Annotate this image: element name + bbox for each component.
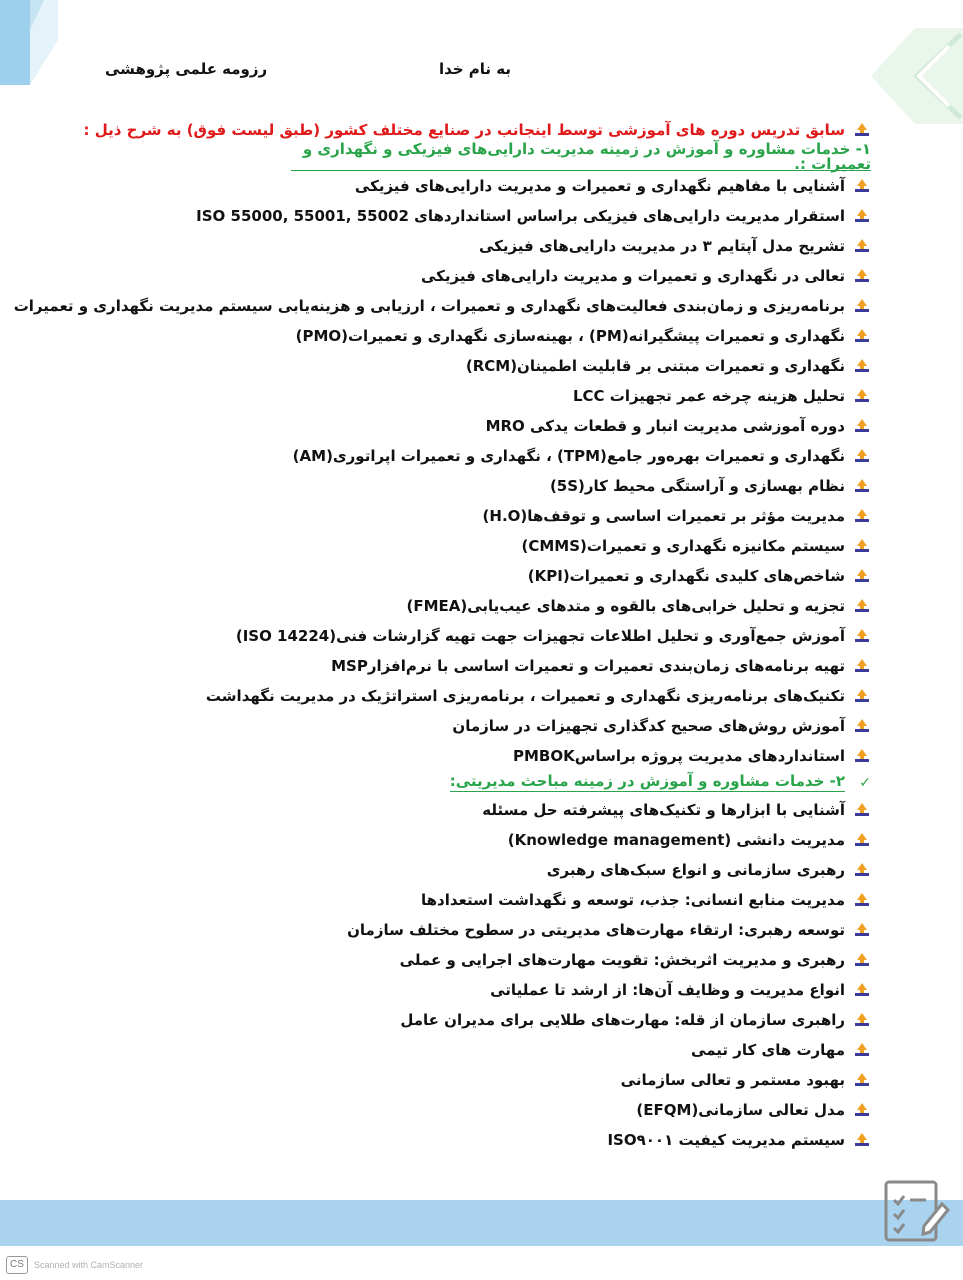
list-item-text: آشنایی با ابزارها و تکنیک‌های پیشرفته حل مسئله xyxy=(482,800,845,819)
list-item-text: مدیریت منابع انسانی: جذب، توسعه و نگهداشت استعدادها xyxy=(420,890,845,909)
bullet-arrow-icon xyxy=(853,1101,871,1119)
list-item-text: مدیریت مؤثر بر تعمیرات اساسی و توقف‌ها(H.O) xyxy=(482,506,845,525)
section-1-list xyxy=(13,171,871,771)
list-item-text: مدیریت دانشی (Knowledge management) xyxy=(507,830,845,849)
list-item-text: تهیه برنامه‌های زمان‌بندی تعمیرات و تعمیرات اساسی با نرم‌افزارMSP xyxy=(331,656,845,675)
list-item xyxy=(81,171,871,201)
document-edit-icon xyxy=(880,1176,950,1248)
list-item-text: انواع مدیریت و وظایف آن‌ها: از ارشد تا عملیاتی xyxy=(490,980,845,999)
list-item-text: استانداردهای مدیریت پروژه براساسPMBOK xyxy=(513,746,845,765)
list-item-text: بهبود مستمر و تعالی سازمانی xyxy=(620,1070,845,1089)
bullet-arrow-icon xyxy=(853,657,871,675)
bullet-arrow-icon xyxy=(853,507,871,525)
list-item xyxy=(81,975,871,1005)
list-item-text: نظام بهسازی و آراستگی محیط کار(5S) xyxy=(549,476,845,495)
list-item xyxy=(81,321,871,351)
camscanner-logo: CS xyxy=(6,1256,28,1274)
bullet-arrow-icon xyxy=(853,1131,871,1149)
list-item xyxy=(81,1065,871,1095)
list-item xyxy=(81,411,871,441)
list-item xyxy=(81,1035,871,1065)
bullet-arrow-icon xyxy=(853,1071,871,1089)
bullet-arrow-icon xyxy=(853,237,871,255)
bullet-arrow-icon xyxy=(853,387,871,405)
list-item xyxy=(81,231,871,261)
list-item xyxy=(81,261,871,291)
bullet-arrow-icon xyxy=(853,567,871,585)
list-item-text: توسعه رهبری: ارتقاء مهارت‌های مدیریتی در سطوح مختلف سازمان xyxy=(347,920,845,939)
list-item xyxy=(81,945,871,975)
list-item xyxy=(81,201,871,231)
document-content xyxy=(13,116,871,1155)
bullet-arrow-icon xyxy=(853,327,871,345)
list-item-text: دوره آموزشی مدیریت انبار و قطعات یدکی MRO xyxy=(485,416,845,435)
scanner-watermark xyxy=(6,1255,143,1275)
list-item xyxy=(81,351,871,381)
bullet-arrow-icon xyxy=(853,417,871,435)
section-2-list xyxy=(81,795,871,1155)
list-item-text: نگهداری و تعمیرات پیشگیرانه(PM) ، بهینه‌سازی نگهداری و تعمیرات(PMO) xyxy=(295,326,845,345)
bullet-arrow-icon xyxy=(853,951,871,969)
list-item xyxy=(81,531,871,561)
list-item-text: آشنایی با مفاهیم نگهداری و تعمیرات و مدیریت دارایی‌های فیزیکی xyxy=(354,176,845,195)
list-item xyxy=(13,291,871,321)
bullet-arrow-icon xyxy=(853,981,871,999)
list-item-text: تحلیل هزینه چرخه عمر تجهیزات LCC xyxy=(572,386,845,405)
section-2-heading xyxy=(81,771,871,795)
list-item-text: برنامه‌ریزی و زمان‌بندی فعالیت‌های نگهداری و تعمیرات ، ارزیابی و هزینه‌یابی سیستم مدیریت نگهداری و تعمیرات xyxy=(13,296,845,315)
list-item xyxy=(81,915,871,945)
list-item xyxy=(81,795,871,825)
list-item-text: نگهداری و تعمیرات مبتنی بر قابلیت اطمینان(RCM) xyxy=(465,356,845,375)
bullet-arrow-icon xyxy=(853,861,871,879)
list-item xyxy=(81,471,871,501)
list-item xyxy=(81,621,871,651)
bullet-arrow-icon xyxy=(853,627,871,645)
bullet-arrow-icon xyxy=(853,687,871,705)
bullet-arrow-icon xyxy=(853,801,871,819)
bullet-arrow-icon xyxy=(853,537,871,555)
bullet-arrow-icon xyxy=(853,477,871,495)
list-item-text: تجزیه و تحلیل خرابی‌های بالقوه و متدهای عیب‌یابی(FMEA) xyxy=(406,596,845,615)
bullet-arrow-icon xyxy=(853,891,871,909)
footer-band xyxy=(0,1200,963,1246)
list-item-text: تشریح مدل آپتایم ۳ در مدیریت دارایی‌های فیزیکی xyxy=(478,236,845,255)
checkmark-icon: ✓ xyxy=(859,775,871,791)
list-item xyxy=(81,1005,871,1035)
list-item xyxy=(81,381,871,411)
bullet-arrow-icon xyxy=(853,297,871,315)
list-item-text: راهبری سازمان از قله: مهارت‌های طلایی برای مدیران عامل xyxy=(400,1010,845,1029)
list-item xyxy=(81,651,871,681)
bullet-arrow-icon xyxy=(853,1011,871,1029)
bullet-arrow-icon xyxy=(853,207,871,225)
list-item-text: تکنیک‌های برنامه‌ریزی نگهداری و تعمیرات ، برنامه‌ریزی استراتژیک در مدیریت نگهداشت xyxy=(205,686,845,705)
list-item xyxy=(81,501,871,531)
list-item-text: سیستم مکانیزه نگهداری و تعمیرات(CMMS) xyxy=(521,536,845,555)
list-item xyxy=(81,1125,871,1155)
list-item-text: نگهداری و تعمیرات بهره‌ور جامع(TPM) ، نگهداری و تعمیرات اپراتوری(AM) xyxy=(292,446,845,465)
list-item xyxy=(81,441,871,471)
list-item xyxy=(81,855,871,885)
list-item-text: آموزش جمع‌آوری و تحلیل اطلاعات تجهیزات جهت تهیه گزارشات فنی(ISO 14224) xyxy=(235,626,845,645)
list-item xyxy=(81,1095,871,1125)
list-item-text: آموزش روش‌های صحیح کدگذاری تجهیزات در سازمان xyxy=(452,716,845,735)
list-item-text: مدل تعالی سازمانی(EFQM) xyxy=(636,1100,845,1119)
list-item xyxy=(81,711,871,741)
bullet-arrow-icon xyxy=(853,747,871,765)
list-item-text: تعالی در نگهداری و تعمیرات و مدیریت دارایی‌های فیزیکی xyxy=(420,266,845,285)
bullet-arrow-icon xyxy=(853,1041,871,1059)
section-1-heading xyxy=(291,140,871,173)
corner-decoration-top-right xyxy=(871,28,963,124)
page-header-resume: رزومه علمی پژوهشی xyxy=(105,60,268,78)
bullet-arrow-icon xyxy=(853,267,871,285)
bullet-arrow-icon xyxy=(853,597,871,615)
page-header-title: به نام خدا xyxy=(438,60,511,78)
list-item-text: شاخص‌های کلیدی نگهداری و تعمیرات(KPI) xyxy=(527,566,845,585)
section-2-title: ۲- خدمات مشاوره و آموزش در زمینه مباحث مدیریتی: xyxy=(449,772,845,790)
list-item xyxy=(81,591,871,621)
bullet-arrow-icon xyxy=(853,121,871,139)
list-item xyxy=(81,561,871,591)
bullet-arrow-icon xyxy=(853,921,871,939)
bullet-arrow-icon xyxy=(853,177,871,195)
list-item xyxy=(81,825,871,855)
corner-decoration-top-left xyxy=(0,0,60,85)
bullet-arrow-icon xyxy=(853,717,871,735)
list-item xyxy=(81,741,871,771)
list-item xyxy=(81,885,871,915)
list-item xyxy=(81,681,871,711)
section-1-title: ۱- خدمات مشاوره و آموزش در زمینه مدیریت دارایی‌های فیزیکی و نگهداری و تعمیرات :. xyxy=(302,140,871,173)
bullet-arrow-icon xyxy=(853,831,871,849)
list-item-text: رهبری و مدیریت اثربخش: تقویت مهارت‌های اجرایی و عملی xyxy=(399,950,845,969)
scanner-text: Scanned with CamScanner xyxy=(34,1260,144,1270)
intro-text: سابق تدریس دوره های آموزشی توسط اینجانب در صنایع مختلف کشور (طبق لیست فوق) به شرح ذیل : xyxy=(83,120,845,139)
list-item-text: رهبری سازمانی و انواع سبک‌های رهبری xyxy=(546,860,845,879)
bullet-arrow-icon xyxy=(853,357,871,375)
list-item-text: استقرار مدیریت دارایی‌های فیزیکی براساس استانداردهای ISO 55000, 55001, 55002 xyxy=(196,206,845,225)
list-item-text: مهارت های کار تیمی xyxy=(691,1040,845,1059)
list-item-text: سیستم مدیریت کیفیت ISO۹۰۰۱ xyxy=(607,1130,845,1149)
bullet-arrow-icon xyxy=(853,447,871,465)
